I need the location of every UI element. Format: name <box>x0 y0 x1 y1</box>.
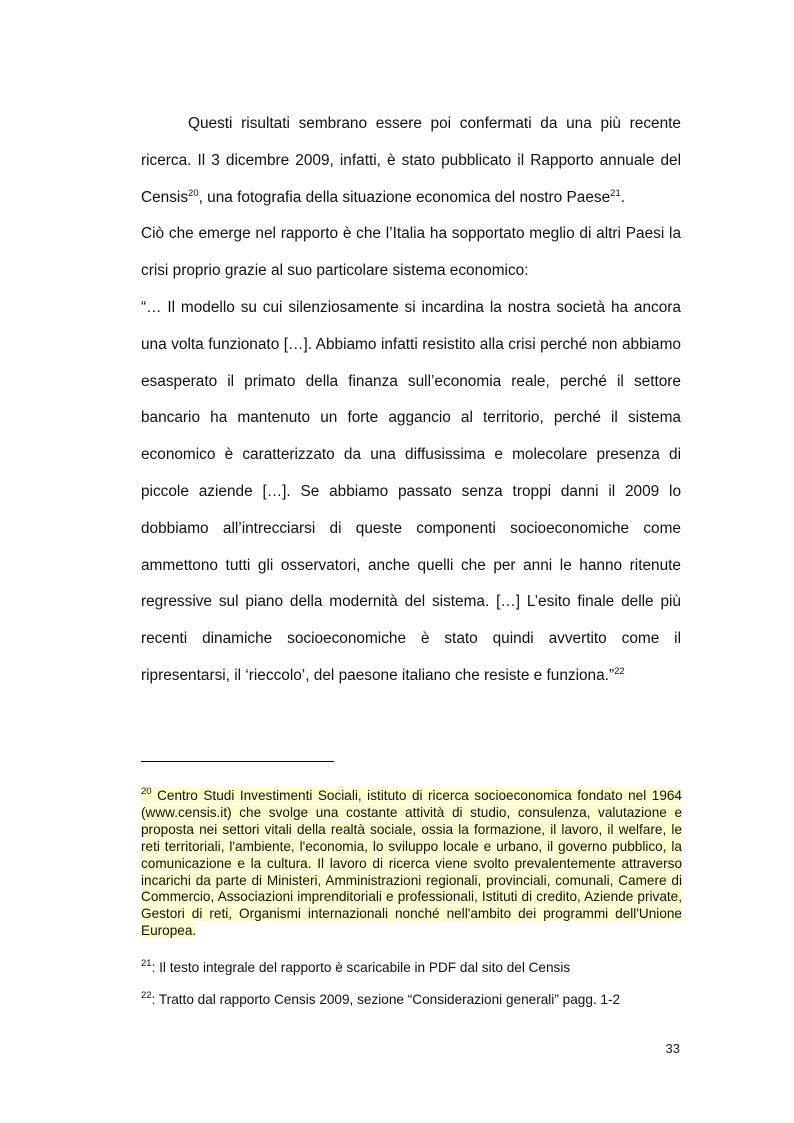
paragraph-intro-text: Questi risultati sembrano essere poi confermati da una più recente ricerca. Il 3 dicembre 2009, infatti, è stato pubblicato il Rapporto annuale del Censis <box>141 115 681 206</box>
footnote-22-text: : Tratto dal rapporto Censis 2009, sezione “Considerazioni generali” pagg. 1-2 <box>151 992 621 1007</box>
paragraph-intro <box>141 106 681 216</box>
paragraph-intro-end: . <box>620 188 626 206</box>
footnote-ref-22[interactable]: 22 <box>614 665 625 677</box>
paragraph-intro-text-cont: , una fotografia della situazione economica del nostro Paese <box>198 188 611 206</box>
footnote-20 <box>141 788 682 940</box>
footnote-22-number: 22 <box>141 990 152 1001</box>
footnote-22 <box>141 991 682 1008</box>
footnote-ref-21[interactable]: 21 <box>610 187 621 199</box>
footnote-20-text: Centro Studi Investimenti Sociali, istituto di ricerca socioeconomica fondato nel 1964 (www.censis.it) che svolge una costante attività di studio, consulenza, valutazione e proposta nei settori vitali della realtà sociale, ossia la formazione, il lavoro, il welfare, le reti territoriali, l'ambiente, l'economia, lo sviluppo locale e urbano, il governo pubblico, la comunicazione e la cultura. Il lavoro di ricerca viene svolto prevalentemente attraverso incarichi da parte di Ministeri, Amministrazioni regionali, provinciali, comunali, Camere di Commercio, Associazioni imprenditoriali e professionali, Istituti di credito, Aziende private, Gestori di reti, Organismi internazionali nonché nell'ambito dei programmi dell'Unione Europea. <box>141 788 682 939</box>
paragraph-emerge: Ciò che emerge nel rapporto è che l’Italia ha sopportato meglio di altri Paesi la crisi proprio grazie al suo particolare sistema economico: <box>141 225 681 280</box>
footnote-21 <box>141 959 682 976</box>
footnote-21-number: 21 <box>141 958 152 969</box>
footnote-20-highlight <box>141 788 682 938</box>
footnote-ref-20[interactable]: 20 <box>188 187 199 199</box>
quote-text: “… Il modello su cui silenziosamente si incardina la nostra società ha ancora una volta funzionato […]. Abbiamo infatti resistito alla crisi perché non abbiamo esasperato il primato della finanza sull’economia reale, perché il settore bancario ha mantenuto un forte aggancio al territorio, perché il sistema economico è caratterizzato da una diffusissima e molecolare presenza di piccole aziende […]. Se abbiamo passato senza troppi danni il 2009 lo dobbiamo all’intrecciarsi di queste componenti socioeconomiche come ammettono tutti gli osservatori, anche quelli che per anni le hanno ritenute regressive sul piano della modernità del sistema. […] L’esito finale delle più recenti dinamiche socioeconomiche è stato quindi avvertito come il ripresentarsi, il ‘rieccolo’, del paesone italiano che resiste e funziona.” <box>141 298 681 684</box>
page-number: 33 <box>665 1041 680 1056</box>
footnote-21-text: : Il testo integrale del rapporto è scaricabile in PDF dal sito del Censis <box>151 960 571 975</box>
paragraph-quote <box>141 290 681 695</box>
body-text <box>141 106 681 695</box>
footnote-separator <box>141 761 334 762</box>
footnote-20-number: 20 <box>141 786 152 797</box>
